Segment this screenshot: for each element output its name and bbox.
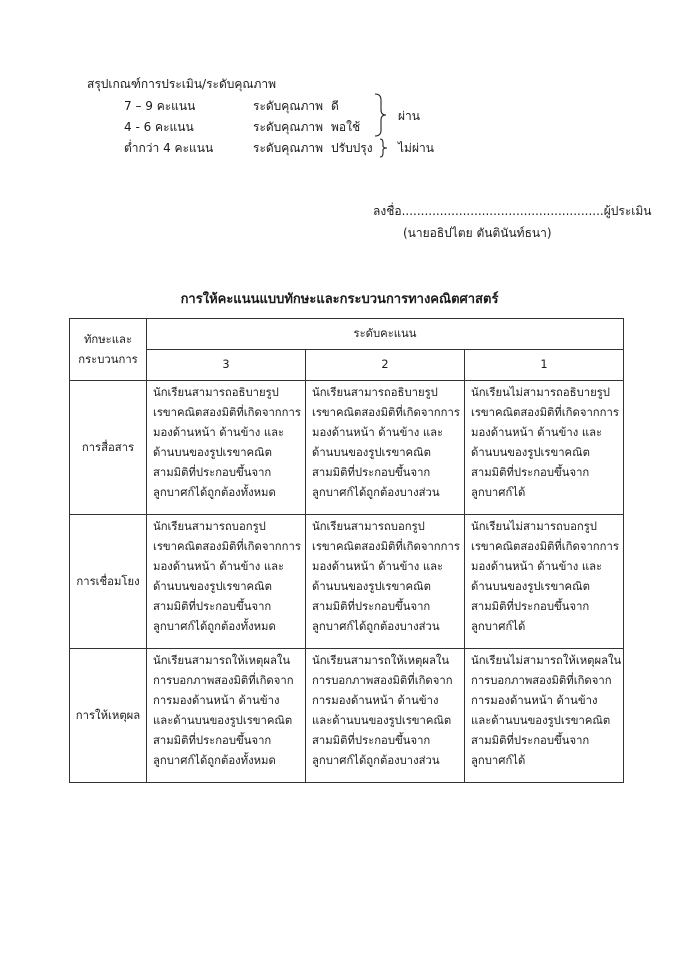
rubric-cell-line: ลูกบาศก์ได้ <box>471 754 526 767</box>
rubric-cell-line: เรขาคณิตสองมิติที่เกิดจากการ <box>471 540 619 553</box>
rubric-table <box>69 318 624 783</box>
rubric-cell-line: มองด้านหน้า ด้านข้าง และ <box>471 560 603 573</box>
summary-score-improve: ต่ำกว่า 4 คะแนน <box>124 141 214 155</box>
rubric-cell-line: มองด้านหน้า ด้านข้าง และ <box>312 560 444 573</box>
rubric-cell <box>465 649 624 783</box>
rubric-cell-line: เรขาคณิตสองมิติที่เกิดจากการ <box>312 406 460 419</box>
header-skill-line: ทักษะและ <box>83 332 133 346</box>
summary-level-label: ระดับคุณภาพ <box>253 141 324 155</box>
rubric-cell-line: นักเรียนสามารถบอกรูป <box>153 520 266 533</box>
rubric-cell-line: สามมิติที่ประกอบขึ้นจาก <box>312 600 431 613</box>
rubric-cell-line: การบอกภาพสองมิติที่เกิดจาก <box>312 674 453 687</box>
rubric-cell-line: ลูกบาศก์ได้ถูกต้องทั้งหมด <box>153 486 276 499</box>
table-row <box>70 649 624 783</box>
signature-line: ลงชื่อ.....................................................ผู้ประเมิน <box>373 204 652 218</box>
rubric-cell <box>306 649 465 783</box>
rubric-cell-line: มองด้านหน้า ด้านข้าง และ <box>153 560 285 573</box>
rubric-cell-line: การมองด้านหน้า ด้านข้าง <box>471 694 598 707</box>
fail-brace <box>377 138 389 158</box>
rubric-cell-line: ลูกบาศก์ได้ <box>471 620 526 633</box>
rubric-title: การให้คะแนนแบบทักษะและกระบวนการทางคณิตศาสตร์ <box>180 292 499 307</box>
rubric-cell-line: เรขาคณิตสองมิติที่เกิดจากการ <box>153 540 301 553</box>
rubric-cell-line: เรขาคณิตสองมิติที่เกิดจากการ <box>153 406 301 419</box>
summary-level-label: ระดับคุณภาพ <box>253 99 324 113</box>
rubric-cell-line: สามมิติที่ประกอบขึ้นจาก <box>471 734 590 747</box>
rubric-cell <box>306 515 465 649</box>
summary-level-label: ระดับคุณภาพ <box>253 120 324 134</box>
rubric-cell-line: การบอกภาพสองมิติที่เกิดจาก <box>471 674 612 687</box>
rubric-cell <box>147 649 306 783</box>
rubric-cell-line: ด้านบนของรูปเรขาคณิต <box>153 446 272 459</box>
pass-label: ผ่าน <box>398 109 420 123</box>
rubric-cell-line: เรขาคณิตสองมิติที่เกิดจากการ <box>471 406 619 419</box>
rubric-cell-line: ลูกบาศก์ได้ถูกต้องทั้งหมด <box>153 754 276 767</box>
rubric-cell-line: นักเรียนสามารถให้เหตุผลใน <box>153 654 291 667</box>
rubric-cell-line: นักเรียนสามารถให้เหตุผลใน <box>312 654 450 667</box>
rubric-cell-line: และด้านบนของรูปเรขาคณิต <box>153 714 293 727</box>
level-2-header: 2 <box>306 350 465 381</box>
rubric-cell-line: สามมิติที่ประกอบขึ้นจาก <box>471 466 590 479</box>
rubric-cell-line: ด้านบนของรูปเรขาคณิต <box>312 446 431 459</box>
rubric-cell-line: ลูกบาศก์ได้ถูกต้องบางส่วน <box>312 620 440 633</box>
rubric-cell-line: มองด้านหน้า ด้านข้าง และ <box>153 426 285 439</box>
rubric-cell-line: ลูกบาศก์ได้ถูกต้องทั้งหมด <box>153 620 276 633</box>
header-level: ระดับคะแนน <box>147 319 624 350</box>
rubric-cell-line: สามมิติที่ประกอบขึ้นจาก <box>153 466 272 479</box>
table-row <box>70 381 624 515</box>
skill-communication: การสื่อสาร <box>70 381 147 515</box>
rubric-cell-line: นักเรียนสามารถบอกรูป <box>312 520 425 533</box>
rubric-cell-line: นักเรียนไม่สามารถอธิบายรูป <box>471 386 610 399</box>
evaluator-name: (นายอธิปไตย ตันตินันท์ธนา) <box>403 226 552 240</box>
summary-score-fair: 4 - 6 คะแนน <box>124 120 194 134</box>
rubric-cell <box>147 515 306 649</box>
rubric-cell-line: ลูกบาศก์ได้ <box>471 486 526 499</box>
rubric-cell <box>306 381 465 515</box>
rubric-cell-line: และด้านบนของรูปเรขาคณิต <box>471 714 611 727</box>
rubric-cell-line: ด้านบนของรูปเรขาคณิต <box>153 580 272 593</box>
rubric-cell-line: สามมิติที่ประกอบขึ้นจาก <box>153 600 272 613</box>
rubric-cell-line: สามมิติที่ประกอบขึ้นจาก <box>153 734 272 747</box>
summary-heading: สรุปเกณฑ์การประเมิน/ระดับคุณภาพ <box>87 77 277 91</box>
pass-brace <box>372 92 388 138</box>
rubric-cell-line: ด้านบนของรูปเรขาคณิต <box>471 580 590 593</box>
fail-label: ไม่ผ่าน <box>398 141 434 155</box>
rubric-cell-line: นักเรียนสามารถอธิบายรูป <box>153 386 279 399</box>
rubric-cell <box>465 381 624 515</box>
rubric-cell-line: นักเรียนไม่สามารถบอกรูป <box>471 520 597 533</box>
summary-level-good: ดี <box>331 99 339 113</box>
summary-score-good: 7 – 9 คะแนน <box>124 99 196 113</box>
summary-level-improve: ปรับปรุง <box>331 141 373 155</box>
skill-connection: การเชื่อมโยง <box>70 515 147 649</box>
summary-level-fair: พอใช้ <box>331 120 361 134</box>
rubric-cell-line: เรขาคณิตสองมิติที่เกิดจากการ <box>312 540 460 553</box>
rubric-cell-line: การมองด้านหน้า ด้านข้าง <box>153 694 280 707</box>
rubric-cell-line: นักเรียนสามารถอธิบายรูป <box>312 386 438 399</box>
rubric-cell-line: สามมิติที่ประกอบขึ้นจาก <box>312 466 431 479</box>
level-3-header: 3 <box>147 350 306 381</box>
rubric-cell-line: ลูกบาศก์ได้ถูกต้องบางส่วน <box>312 486 440 499</box>
rubric-cell <box>147 381 306 515</box>
skill-reasoning: การให้เหตุผล <box>70 649 147 783</box>
rubric-cell-line: และด้านบนของรูปเรขาคณิต <box>312 714 452 727</box>
rubric-cell-line: สามมิติที่ประกอบขึ้นจาก <box>312 734 431 747</box>
rubric-cell-line: ด้านบนของรูปเรขาคณิต <box>471 446 590 459</box>
header-skill-line: กระบวนการ <box>78 352 138 366</box>
table-row <box>70 515 624 649</box>
rubric-cell-line: การบอกภาพสองมิติที่เกิดจาก <box>153 674 294 687</box>
rubric-cell <box>465 515 624 649</box>
header-skill <box>70 319 147 381</box>
rubric-cell-line: การมองด้านหน้า ด้านข้าง <box>312 694 439 707</box>
rubric-cell-line: ด้านบนของรูปเรขาคณิต <box>312 580 431 593</box>
rubric-cell-line: นักเรียนไม่สามารถให้เหตุผลใน <box>471 654 622 667</box>
level-1-header: 1 <box>465 350 624 381</box>
rubric-cell-line: มองด้านหน้า ด้านข้าง และ <box>312 426 444 439</box>
rubric-cell-line: มองด้านหน้า ด้านข้าง และ <box>471 426 603 439</box>
rubric-cell-line: ลูกบาศก์ได้ถูกต้องบางส่วน <box>312 754 440 767</box>
rubric-cell-line: สามมิติที่ประกอบขึ้นจาก <box>471 600 590 613</box>
